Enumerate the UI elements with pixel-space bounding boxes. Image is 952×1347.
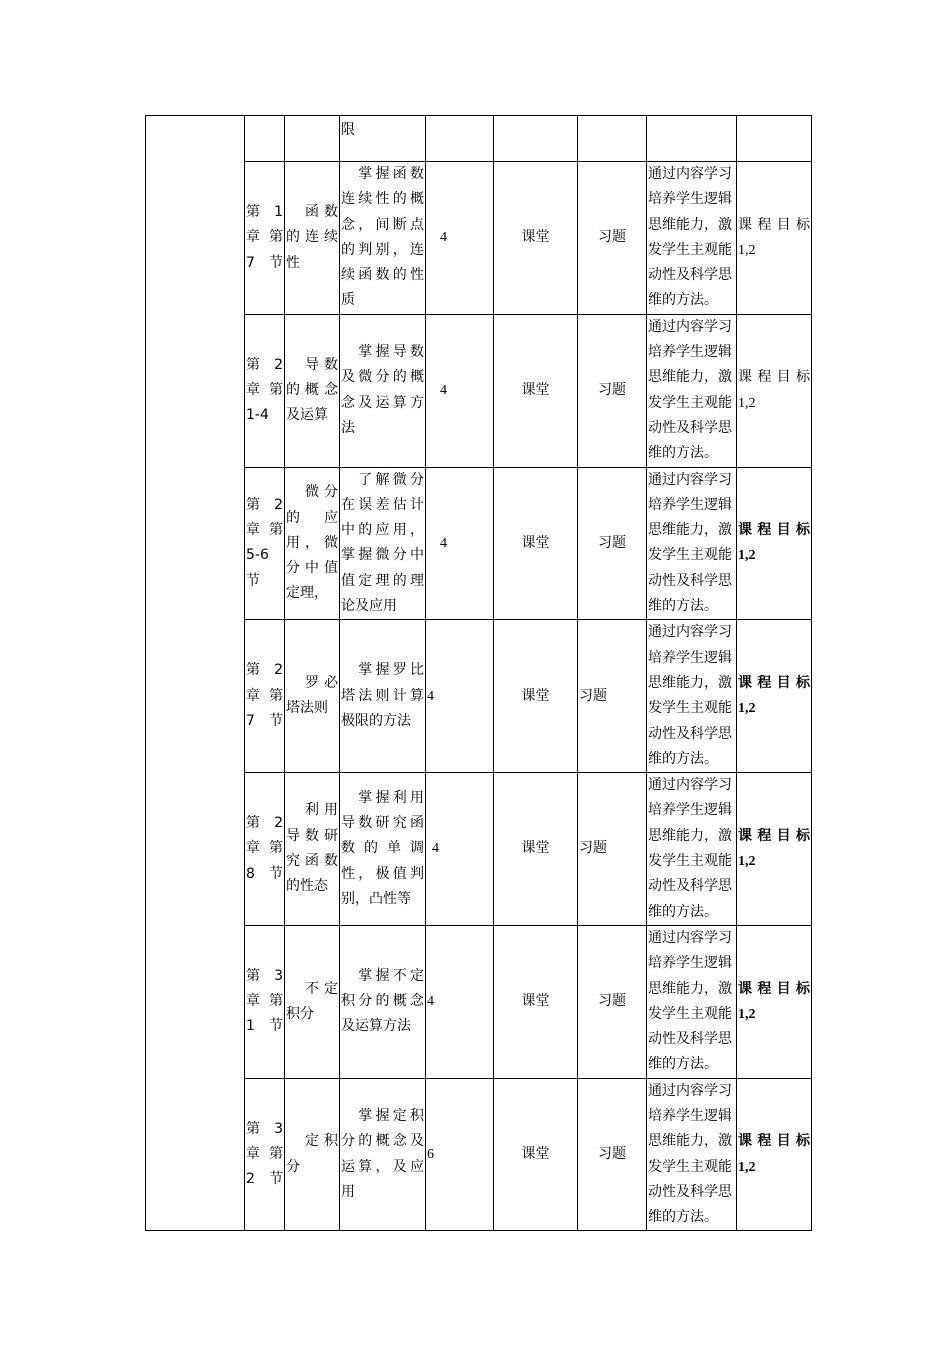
topic-cell: 定积分 <box>285 1078 340 1231</box>
section-cell: 第 3 章 第 2 节 <box>245 1078 285 1231</box>
teaching-mode-cell: 课堂 <box>494 773 578 926</box>
goal-cell <box>737 925 812 1078</box>
section-cell: 第 2 章 第 5-6 节 <box>245 467 285 620</box>
requirement-cell: 掌握罗比塔法则计算极限的方法 <box>340 620 426 773</box>
goal-cell <box>737 773 812 926</box>
goal-number: 1,2 <box>738 395 756 411</box>
goal-number: 1,2 <box>738 1159 756 1175</box>
section-cell: 第 2 章 第 7 节 <box>245 620 285 773</box>
topic-cell: 导数的概念及运算 <box>285 314 340 467</box>
hours-cell: 6 <box>426 1078 494 1231</box>
ideology-cell: 通过内容学习培养学生逻辑思维能力，激发学生主观能动性及科学思维的方法。 <box>647 925 737 1078</box>
teaching-mode-cell: 课堂 <box>494 162 578 315</box>
topic-cell: 函数的连续性 <box>285 162 340 315</box>
ideology-cell: 通过内容学习培养学生逻辑思维能力，激发学生主观能动性及科学思维的方法。 <box>647 773 737 926</box>
hours-cell: 4 <box>426 162 494 315</box>
ideology-cell: 通过内容学习培养学生逻辑思维能力，激发学生主观能动性及科学思维的方法。 <box>647 1078 737 1231</box>
ideology-cell: 通过内容学习培养学生逻辑思维能力，激发学生主观能动性及科学思维的方法。 <box>647 467 737 620</box>
requirement-cell: 了解微分在误差估计中的应用，掌握微分中值定理的理论及应用 <box>340 467 426 620</box>
table-row <box>146 1078 812 1231</box>
teaching-mode-cell: 课堂 <box>494 925 578 1078</box>
assessment-cell: 习题 <box>578 467 647 620</box>
goal-cell <box>737 162 812 315</box>
requirement-cell: 掌握函数连续性的概念，间断点的判别，连续函数的性质 <box>340 162 426 315</box>
section-cell: 第 2 章 第 8 节 <box>245 773 285 926</box>
goal-cell <box>737 467 812 620</box>
requirement-cell: 限 <box>340 116 426 162</box>
table-row <box>146 162 812 315</box>
goal-number: 1,2 <box>738 548 756 564</box>
assessment-cell: 习题 <box>578 925 647 1078</box>
topic-cell: 不定积分 <box>285 925 340 1078</box>
hours-cell: 4 <box>426 773 494 926</box>
goal-number: 1,2 <box>738 242 756 258</box>
goal-label: 课程目标 <box>738 1133 810 1150</box>
table-row <box>146 314 812 467</box>
goal-label: 课程目标 <box>738 980 810 997</box>
assessment-cell: 习题 <box>578 314 647 467</box>
table-row <box>146 773 812 926</box>
assessment-cell: 习题 <box>578 773 647 926</box>
syllabus-table <box>145 115 812 1231</box>
goal-label: 课程目标 <box>738 674 810 691</box>
assessment-cell: 习题 <box>578 620 647 773</box>
section-cell: 第 1 章 第 7 节 <box>245 162 285 315</box>
requirement-cell: 掌握不定积分的概念及运算方法 <box>340 925 426 1078</box>
merged-left-cell <box>146 116 245 1231</box>
goal-label: 课程目标 <box>738 216 810 233</box>
table-row <box>146 620 812 773</box>
goal-cell <box>737 1078 812 1231</box>
table-row <box>146 467 812 620</box>
ideology-cell: 通过内容学习培养学生逻辑思维能力，激发学生主观能动性及科学思维的方法。 <box>647 162 737 315</box>
ideology-cell: 通过内容学习培养学生逻辑思维能力，激发学生主观能动性及科学思维的方法。 <box>647 314 737 467</box>
goal-cell <box>737 314 812 467</box>
goal-cell <box>737 620 812 773</box>
topic-cell: 微分的应用，微分中值定理， <box>285 467 340 620</box>
requirement-cell: 掌握定积分的概念及运算，及应用 <box>340 1078 426 1231</box>
hours-cell: 4 <box>426 925 494 1078</box>
goal-number: 1,2 <box>738 701 756 717</box>
requirement-cell: 掌握导数及微分的概念及运算方法 <box>340 314 426 467</box>
hours-cell: 4 <box>426 314 494 467</box>
teaching-mode-cell: 课堂 <box>494 314 578 467</box>
topic-cell: 罗必塔法则 <box>285 620 340 773</box>
teaching-mode-cell: 课堂 <box>494 1078 578 1231</box>
assessment-cell: 习题 <box>578 162 647 315</box>
goal-label: 课程目标 <box>738 369 810 386</box>
goal-label: 课程目标 <box>738 522 810 539</box>
topic-cell: 利用导数研究函数的性态 <box>285 773 340 926</box>
hours-cell: 4 <box>426 467 494 620</box>
goal-number: 1,2 <box>738 1006 756 1022</box>
teaching-mode-cell: 课堂 <box>494 467 578 620</box>
table-row <box>146 116 812 162</box>
ideology-cell: 通过内容学习培养学生逻辑思维能力，激发学生主观能动性及科学思维的方法。 <box>647 620 737 773</box>
teaching-mode-cell: 课堂 <box>494 620 578 773</box>
assessment-cell: 习题 <box>578 1078 647 1231</box>
goal-number: 1,2 <box>738 854 756 870</box>
requirement-cell: 掌握利用导数研究函数的单调性，极值判别，凸性等 <box>340 773 426 926</box>
hours-cell: 4 <box>426 620 494 773</box>
section-cell: 第 3 章 第 1 节 <box>245 925 285 1078</box>
section-cell: 第 2 章 第 1-4 <box>245 314 285 467</box>
table-row <box>146 925 812 1078</box>
goal-label: 课程目标 <box>738 827 810 844</box>
